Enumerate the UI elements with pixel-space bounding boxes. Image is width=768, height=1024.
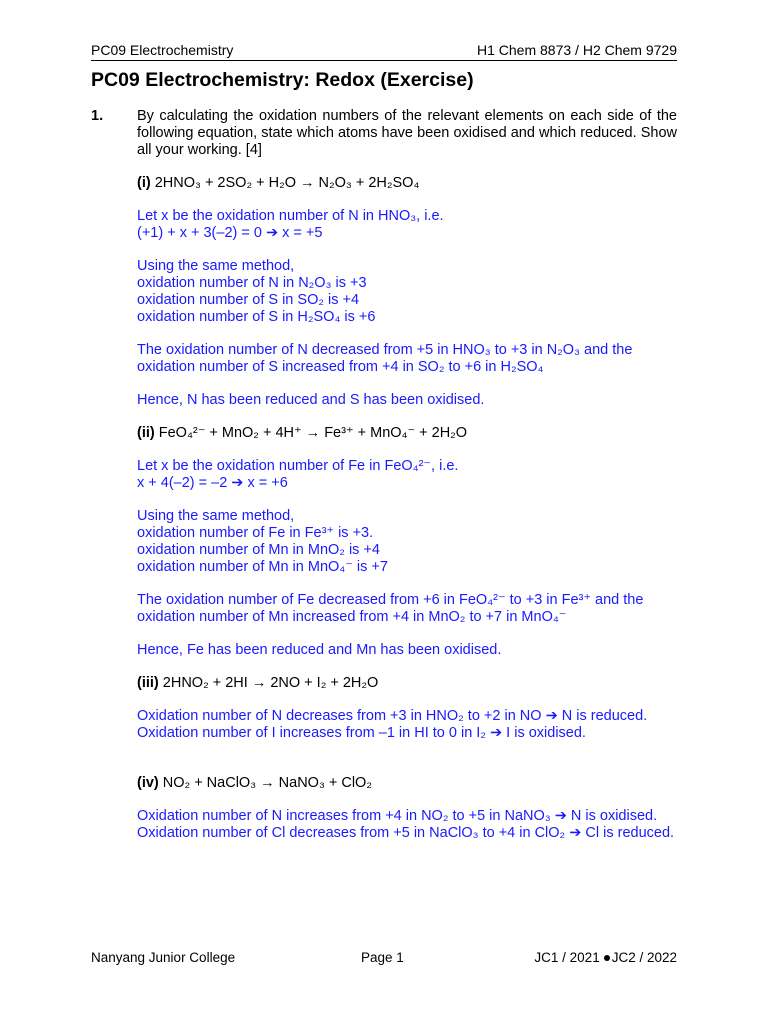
part-i-equation: [137, 175, 677, 192]
part-ii-method-1: Using the same method,: [137, 508, 295, 524]
part-i-method-4: oxidation number of S in H₂SO₄ is +6: [137, 309, 376, 325]
question-content: [137, 108, 677, 842]
part-iv-line-1: Oxidation number of N increases from +4 in NO₂ to +5 in NaNO₃ ➔ N is oxidised.: [137, 808, 658, 824]
part-ii-method-3: oxidation number of Mn in MnO₂ is +4: [137, 542, 380, 558]
part-i-method-2: oxidation number of N in N₂O₃ is +3: [137, 275, 367, 291]
part-i-method-1: Using the same method,: [137, 258, 295, 274]
part-ii-method-2: oxidation number of Fe in Fe³⁺ is +3.: [137, 525, 374, 541]
footer-year-jc2: JC2 / 2022: [611, 950, 677, 965]
bullet-icon: [604, 955, 610, 961]
footer-year: [534, 950, 677, 966]
header-left: PC09 Electrochemistry: [91, 42, 234, 58]
part-i-label: (i): [137, 175, 151, 191]
question-number: 1.: [91, 108, 104, 124]
part-iii-equation: [137, 675, 677, 692]
part-ii-label: (ii): [137, 425, 155, 441]
part-i-working-2: (+1) + x + 3(–2) = 0 ➔ x = +5: [137, 225, 323, 241]
part-iii-line-1: Oxidation number of N decreases from +3 in HNO₂ to +2 in NO ➔ N is reduced.: [137, 708, 648, 724]
part-iv-line-2: Oxidation number of Cl decreases from +5 in NaClO₃ to +4 in ClO₂ ➔ Cl is reduced.: [137, 825, 675, 841]
part-ii-equation-text: FeO₄²⁻ + MnO₂ + 4H⁺ → Fe³⁺ + MnO₄⁻ + 2H₂O: [158, 425, 468, 441]
part-iii-equation-text: 2HNO₂ + 2HI → 2NO + I₂ + 2H₂O: [162, 675, 379, 691]
part-ii-method-4: oxidation number of Mn in MnO₄⁻ is +7: [137, 559, 388, 575]
page-header: [91, 41, 677, 61]
part-iv-label: (iv): [137, 775, 159, 791]
part-i-equation-text: 2HNO₃ + 2SO₂ + H₂O → N₂O₃ + 2H₂SO₄: [154, 175, 420, 191]
part-iv-equation-text: NO₂ + NaClO₃ → NaNO₃ + ClO₂: [162, 775, 372, 791]
question-stem: By calculating the oxidation numbers of the relevant elements on each side of the following equation, state which atoms have been oxidised and which reduced. Show all your working. [4]: [137, 108, 677, 158]
footer-page-number: Page 1: [361, 950, 404, 965]
part-ii-conclusion: Hence, Fe has been reduced and Mn has been oxidised.: [137, 642, 502, 658]
footer-school: Nanyang Junior College: [91, 950, 236, 965]
part-i-working-1: Let x be the oxidation number of N in HNO₃, i.e.: [137, 208, 444, 224]
part-iv-equation: [137, 775, 677, 792]
part-ii-change: The oxidation number of Fe decreased from +6 in FeO₄²⁻ to +3 in Fe³⁺ and the oxidation number of Mn increased from +4 in MnO₂ to +7 in MnO₄⁻: [137, 592, 644, 625]
header-right: H1 Chem 8873 / H2 Chem 9729: [477, 42, 677, 58]
page-title: PC09 Electrochemistry: Redox (Exercise): [91, 69, 474, 91]
part-i-method-3: oxidation number of S in SO₂ is +4: [137, 292, 360, 308]
part-iii-label: (iii): [137, 675, 159, 691]
part-ii-equation: [137, 425, 677, 442]
part-iii-line-2: Oxidation number of I increases from –1 in HI to 0 in I₂ ➔ I is oxidised.: [137, 725, 586, 741]
part-i-conclusion: Hence, N has been reduced and S has been oxidised.: [137, 392, 485, 408]
part-ii-working-1: Let x be the oxidation number of Fe in FeO₄²⁻, i.e.: [137, 458, 459, 474]
part-ii-working-2: x + 4(–2) = –2 ➔ x = +6: [137, 475, 288, 491]
part-i-change: The oxidation number of N decreased from +5 in HNO₃ to +3 in N₂O₃ and the oxidation number of S increased from +4 in SO₂ to +6 in H₂SO₄: [137, 342, 633, 375]
footer-year-jc1: JC1 / 2021: [534, 950, 600, 965]
